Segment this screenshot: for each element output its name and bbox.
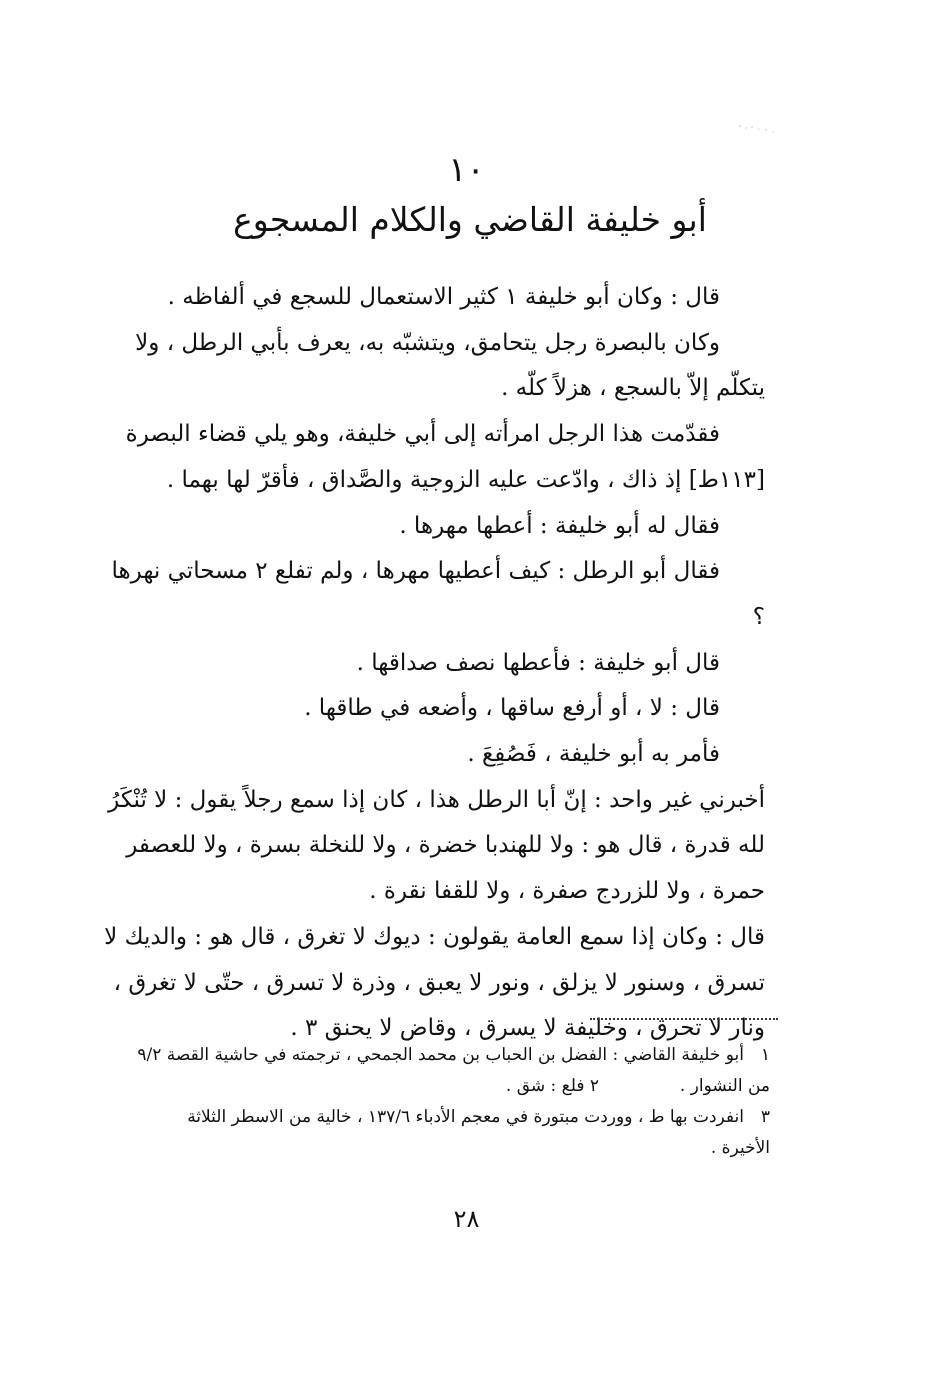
- paragraph: قال : وكان أبو خليفة ١ كثير الاستعمال للسجع في ألفاظه .: [167, 284, 720, 310]
- footnote-number: ١: [760, 1045, 770, 1065]
- footnote-number: ٣: [760, 1107, 770, 1127]
- footnote-2: ٢ فلع : شق .: [505, 1076, 600, 1096]
- footnote-text: انفردت بها ط ، ووردت مبتورة في معجم الأدباء ١٣٧/٦ ، خالية من الاسطر الثلاثة: [187, 1107, 744, 1127]
- footnote-continuation: الأخيرة .: [710, 1138, 770, 1158]
- footnotes: [100, 1040, 770, 1164]
- chapter-body: [100, 275, 765, 1052]
- paragraph: وكان بالبصرة رجل يتحامق، ويتشبّه به، يعرف بأبي الرطل ، ولا يتكلّم إلاّ بالسجع ، هزلاً كلّه .: [135, 329, 765, 402]
- scan-speck: [736, 122, 778, 134]
- paragraph: قال أبو خليفة : فأعطها نصف صداقها .: [356, 649, 720, 676]
- paragraph: أخبرني غير واحد : إنّ أبا الرطل هذا ، كان إذا سمع رجلاً يقول : لا تُنْكَرُ لله قدرة ، قال هو : ولا للهندبا خضرة ، ولا للنخلة بسرة ، ولا للعصفر حمرة ، ولا للزردج صفرة ، ولا للقفا نقرة .: [108, 786, 765, 905]
- paragraph: فقدّمت هذا الرجل امرأته إلى أبي خليفة، وهو يلي قضاء البصرة [١١٣ط] إذ ذاك ، وادّعت عليه الزوجية والصَّداق ، فأقرّ لها بهما .: [125, 421, 765, 493]
- footnote-continuation-and-2: [100, 1071, 770, 1102]
- paragraph: فقال له أبو خليفة : أعطها مهرها .: [399, 512, 720, 539]
- footnote-1: [100, 1040, 770, 1071]
- chapter-number: ١٠: [448, 150, 485, 190]
- footnote-3: [100, 1102, 770, 1133]
- paragraph: فأمر به أبو خليفة ، فَصُفِعَ .: [467, 741, 720, 768]
- paragraph: قال : وكان إذا سمع العامة يقولون : ديوك لا تغرق ، قال هو : والديك لا تسرق ، وسنور لا يزلق ، ونور لا يعبق ، وذرة لا تسرق ، حتّى لا تغرق ، ونار لا تحرق ، وخليفة لا يسرق ، وقاض لا يحنق ٣ .: [104, 923, 765, 1042]
- footnote-text: أبو خليفة القاضي : الفضل بن الحباب بن محمد الجمحي ، ترجمته في حاشية القصة ٩/٢: [137, 1045, 744, 1065]
- paragraph: قال : لا ، أو أرفع ساقها ، وأضعه في طاقها .: [304, 695, 720, 722]
- footnote-divider: [590, 1018, 778, 1020]
- paragraph: فقال أبو الرطل : كيف أعطيها مهرها ، ولم تفلع ٢ مسحاتي نهرها ؟: [111, 558, 765, 630]
- page-number: ٢٨: [453, 1205, 480, 1233]
- chapter-title: أبو خليفة القاضي والكلام المسجوع: [233, 200, 707, 239]
- footnote-text: من النشوار .: [679, 1076, 770, 1096]
